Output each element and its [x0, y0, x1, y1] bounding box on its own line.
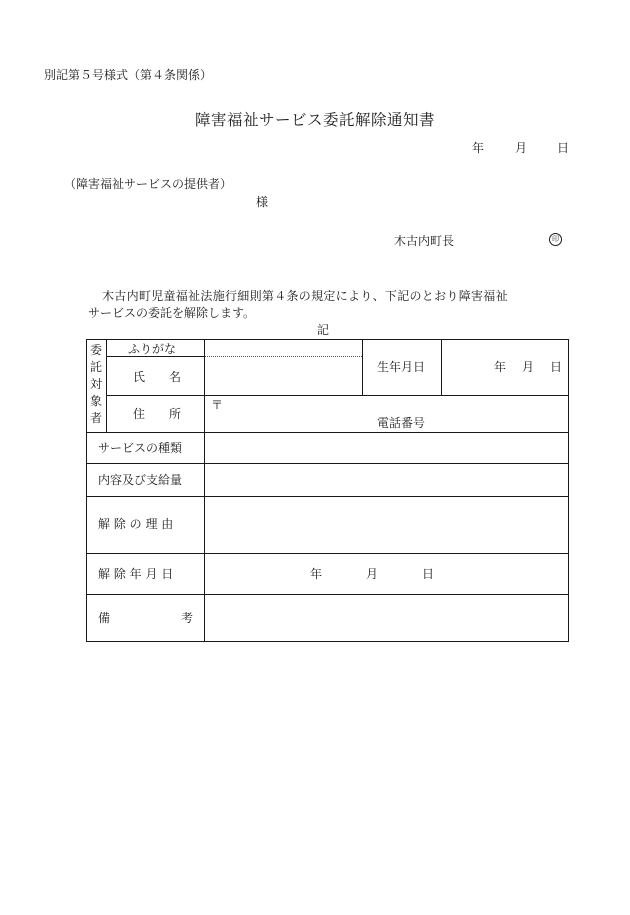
- label-divider: [204, 339, 205, 641]
- seal-mark: 印: [549, 233, 562, 246]
- row-line-cancel-date: [86, 553, 568, 554]
- subject-char: 託: [89, 360, 102, 374]
- postal-mark: 〒: [211, 398, 224, 412]
- document-title: 障害福祉サービス委託解除通知書: [195, 111, 436, 129]
- table-border-bottom: [86, 641, 569, 642]
- remarks-label-right: 考: [181, 611, 194, 625]
- addressee: （障害福祉サービスの提供者）: [64, 177, 233, 191]
- addressee-honorific: 様: [256, 195, 269, 209]
- furigana-dotted-line: [205, 356, 362, 357]
- subject-char: 者: [89, 411, 102, 425]
- subject-char: 対: [89, 377, 102, 391]
- phone-label: 電話番号: [377, 416, 426, 430]
- notice-line-1: 木古内町児童福祉法施行細則第４条の規定により、下記のとおり障害福祉: [102, 289, 508, 303]
- issuer: 木古内町長: [394, 234, 455, 248]
- ki-heading: 記: [317, 323, 330, 337]
- furigana-row-line: [106, 356, 204, 357]
- table-border-top: [86, 339, 569, 340]
- cancel-date-label: 解 除 年 月 日: [98, 567, 174, 581]
- subject-divider: [106, 339, 107, 432]
- row-line-reason: [86, 496, 568, 497]
- remarks-label-left: 備: [98, 611, 111, 625]
- row-line-content: [86, 463, 568, 464]
- reason-label: 解 除 の 理 由: [98, 517, 174, 531]
- address-label: 住 所: [133, 407, 182, 421]
- birth-year-label: 年: [494, 360, 507, 374]
- subject-label: [89, 342, 103, 427]
- birth-day-label: 日: [550, 360, 563, 374]
- service-type-label: サービスの種類: [98, 441, 183, 455]
- table-border-left: [86, 339, 87, 641]
- row-line-remarks: [86, 594, 568, 595]
- birthdate-right-divider: [441, 339, 442, 395]
- form-number: 別記第５号様式（第４条関係）: [44, 68, 213, 82]
- subject-char: 象: [89, 394, 102, 408]
- cancel-year-label: 年: [310, 567, 323, 581]
- date-day: 日: [557, 141, 570, 155]
- row-line-address: [106, 395, 568, 396]
- birth-month-label: 月: [522, 360, 535, 374]
- content-amount-label: 内容及び支給量: [98, 473, 183, 487]
- cancel-day-label: 日: [422, 567, 435, 581]
- name-label: 氏 名: [133, 370, 182, 384]
- date-month: 月: [515, 141, 528, 155]
- cancel-month-label: 月: [366, 567, 379, 581]
- subject-char: 委: [89, 343, 102, 357]
- notice-body: [88, 288, 568, 322]
- furigana-label: ふりがな: [128, 342, 177, 356]
- row-line-service: [86, 432, 568, 433]
- birthdate-label: 生年月日: [377, 360, 426, 374]
- notice-line-2: サービスの委託を解除します。: [88, 306, 256, 320]
- date-year: 年: [472, 141, 485, 155]
- birthdate-left-divider: [362, 339, 363, 395]
- table-border-right: [568, 339, 569, 641]
